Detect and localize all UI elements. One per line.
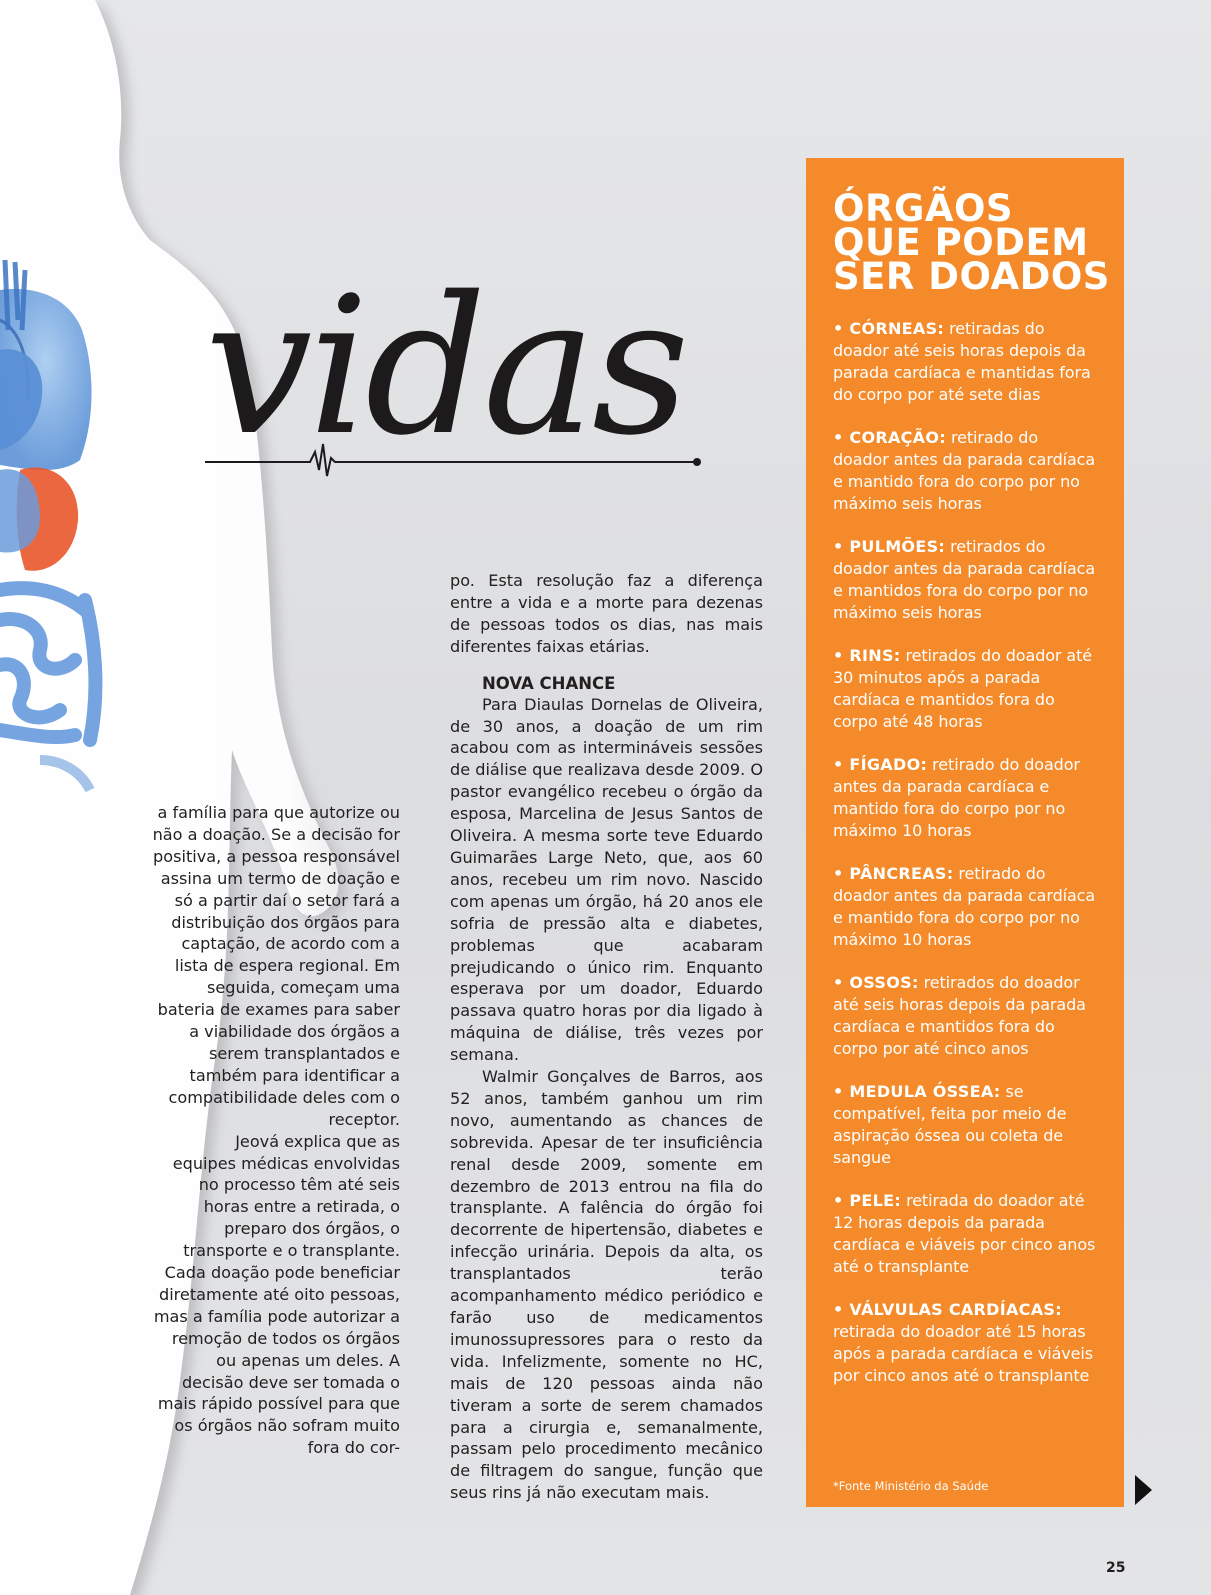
sidebar-title-line: SER DOADOS xyxy=(833,255,1110,298)
sidebar-title-line: ÓRGÃOS xyxy=(833,187,1014,230)
title-vidas: vidas xyxy=(205,256,686,477)
article-paragraph: Walmir Gonçalves de Barros, aos 52 anos, também ganhou um rim novo, aumentando as chances de sobrevida. Apesar de ter insuficiência renal desde 2009, somente em dezembro de 2013 entrou na fila do transplante. A falência do órgão foi decorrente de hipertensão, diabetes e infecção urinária. Depois da alta, os transplantados terão acompanhamento médico periódico e farão uso de medicamentos imunossupressores para o resto da vida. Infelizmente, somente no HC, mais de 120 pessoas ainda não tiveram a sorte de serem chamados para a cirurgia e, semanalmente, passam pelo procedimento mecânico de filtragem do sangue, função que seus rins já não executam mais. xyxy=(450,1067,763,1503)
sidebar-title xyxy=(833,187,1110,298)
organ-item-rins: • RINS: retirados do doador até 30 minutos após a parada cardíaca e mantidos fora do corpo até 48 horas xyxy=(833,646,1093,731)
source-note: *Fonte Ministério da Saúde xyxy=(833,1479,989,1493)
organ-item-figado: • FÍGADO: retirado do doador antes da parada cardíaca e mantido fora do corpo por no máximo 10 horas xyxy=(833,755,1080,840)
heartbeat-line-icon xyxy=(205,440,705,480)
organ-item-valvulas-cardiacas: • VÁLVULAS CARDÍACAS: retirada do doador até 15 horas após a parada cardíaca e viáveis por cinco anos até o transplante xyxy=(833,1300,1093,1385)
organs-sidebar xyxy=(806,158,1124,1507)
organ-item-coracao: • CORAÇÃO: retirado do doador antes da parada cardíaca e mantido fora do corpo por no máximo seis horas xyxy=(833,428,1096,513)
article-middle-column xyxy=(450,570,763,1504)
article-paragraph: a família para que autorize ou não a doação. Se a decisão for positiva, a pessoa responsável assina um termo de doação e só a partir daí o setor fará a distribuição dos órgãos para captação, de acordo com a lista de espera regional. Em seguida, começam uma bateria de exames para saber a viabilidade dos órgãos a serem transplantados e também para identificar a compatibilidade deles com o receptor. xyxy=(152,803,400,1129)
organ-item-ossos: • OSSOS: retirados do doador até seis horas depois da parada cardíaca e mantidos fora do corpo por até cinco anos xyxy=(833,973,1086,1058)
article-paragraph: po. Esta resolução faz a diferença entre a vida e a morte para dezenas de pessoas todos os dias, nas mais diferentes faixas etárias. xyxy=(450,571,763,656)
organ-item-corneas: • CÓRNEAS: retiradas do doador até seis horas depois da parada cardíaca e mantidas fora do corpo por até sete dias xyxy=(833,319,1091,404)
organ-item-pele: • PELE: retirada do doador até 12 horas depois da parada cardíaca e viáveis por cinco anos até o transplante xyxy=(833,1191,1096,1276)
organ-item-pulmoes: • PULMÕES: retirados do doador antes da parada cardíaca e mantidos fora do corpo por no máximo seis horas xyxy=(833,537,1096,622)
article-left-column xyxy=(150,802,400,1459)
article-paragraph: Jeová explica que as equipes médicas envolvidas no processo têm até seis horas entre a retirada, o preparo dos órgãos, o transporte e o transplante. Cada doação pode beneficiar diretamente até oito pessoas, mas a família pode autorizar a remoção de todos os órgãos ou apenas um deles. A decisão deve ser tomada o mais rápido possível para que os órgãos não sofram muito fora do cor- xyxy=(153,1131,400,1458)
article-paragraph: Para Diaulas Dornelas de Oliveira, de 30 anos, a doação de um rim acabou com as intermináveis sessões de diálise que realizava desde 2009. O pastor evangélico recebeu o órgão da esposa, Marcelina de Jesus Santos de Oliveira. A mesma sorte teve Eduardo Guimarães Large Neto, que, aos 60 anos, recebeu um rim novo. Nascido com apenas um órgão, há 20 anos ele sofria de pressão alta e diabetes, problemas que acabaram prejudicando o único rim. Enquanto esperava por um doador, Eduardo passava quatro horas por dia ligado à máquina de diálise, três vezes por semana. xyxy=(450,694,763,1065)
section-subhead: NOVA CHANCE xyxy=(482,673,616,693)
sidebar-title-line: QUE PODEM xyxy=(833,221,1089,264)
organ-item-medula-ossea: • MEDULA ÓSSEA: se compatível, feita por meio de aspiração óssea ou coleta de sangue xyxy=(833,1082,1067,1167)
page-number: 25 xyxy=(1106,1560,1126,1576)
organ-item-pancreas: • PÂNCREAS: retirado do doador antes da parada cardíaca e mantido fora do corpo por no máximo 10 horas xyxy=(833,864,1096,949)
next-page-arrow-icon xyxy=(1135,1475,1152,1505)
